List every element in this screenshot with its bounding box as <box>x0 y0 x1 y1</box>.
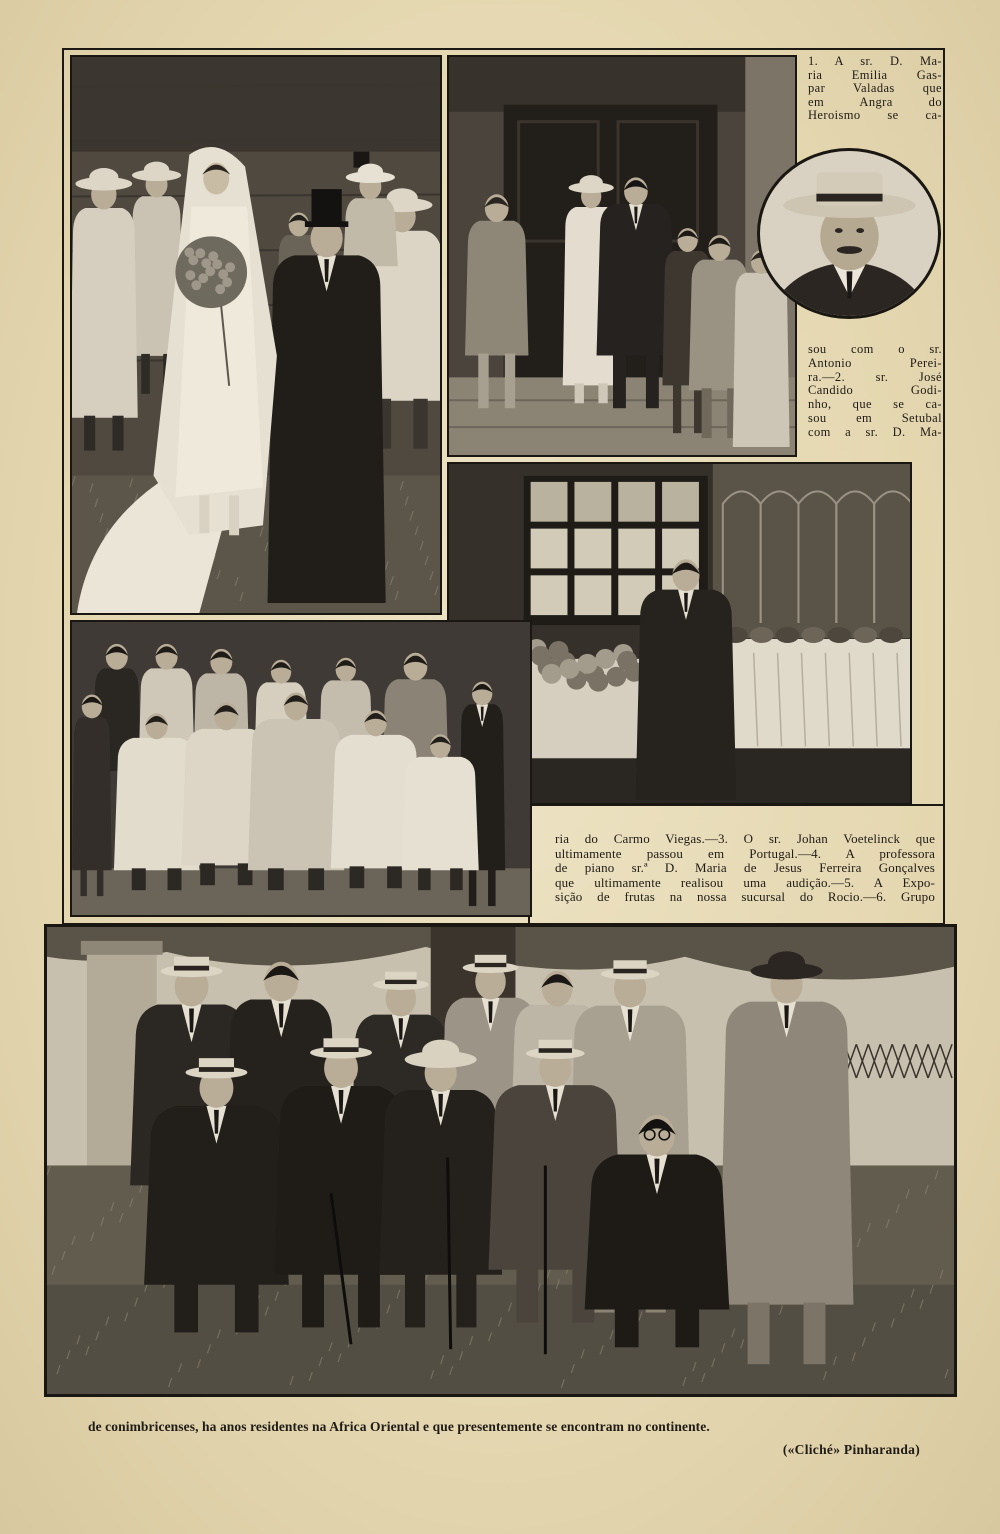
caption-line: Heroismo se ca- <box>808 108 942 123</box>
girl-front-3 <box>248 693 344 891</box>
window-pane <box>531 482 568 522</box>
caption-line: ria do Carmo Viegas.—3. O sr. Johan Voetelinck que <box>555 831 935 846</box>
fruit-basket <box>801 627 825 643</box>
man-johan-voetelinck-body <box>636 590 737 800</box>
girl-second-wide-hat <box>144 162 169 178</box>
girl-left-leg-left <box>84 416 95 451</box>
girl-left-wide-hat <box>89 168 118 187</box>
fruit-basket <box>879 627 903 643</box>
bouquet-flower <box>195 248 205 258</box>
man-back-1-tie <box>189 1008 194 1032</box>
woman-right-leg-right <box>413 399 427 449</box>
caption-line: de piano sr.ª D. Maria de Jesus Ferreira Gonçalves <box>555 860 935 876</box>
man-back-2-tie <box>279 1004 284 1028</box>
girl-front-5-leg-left <box>418 868 431 890</box>
caption-line: ra.—2. sr. José <box>808 369 942 384</box>
child-2-leg-left <box>702 388 712 438</box>
groom-tie <box>324 259 329 282</box>
caption-line: Candido Godi- <box>808 383 942 398</box>
man-seated-4-leg-left <box>516 1268 538 1323</box>
man-seated-3-leg-right <box>456 1273 476 1328</box>
caption-line: sição de frutas na nossa sucursal do Rocio.—6. Grupo <box>555 889 935 905</box>
man-seated-1-hat-band <box>199 1067 234 1072</box>
man-back-3-tie <box>399 1018 403 1039</box>
groom-tie <box>634 207 637 224</box>
portrait-eye <box>835 228 843 233</box>
girl-left-body <box>72 208 138 418</box>
caption-line: que ultimamente realisou uma audição.—5. A Expo- <box>555 874 935 890</box>
photo-6-group-conimbricenses <box>44 924 957 1397</box>
man-back-3-hat-band <box>385 980 417 984</box>
caption-line: Antonio Perei- <box>808 355 942 370</box>
man-seated-3-tie <box>438 1094 443 1117</box>
man-johan-voetelinck-tie <box>684 593 688 612</box>
girl-front-5-leg-right <box>450 868 463 890</box>
groom-body <box>268 255 386 603</box>
man-seated-3-leg-left <box>405 1273 425 1328</box>
man-back-1-hat-band <box>174 966 209 971</box>
boy-left-leg-right <box>505 354 515 409</box>
window-pane <box>574 529 611 569</box>
fruit <box>560 659 580 679</box>
photo-1-wedding-angra <box>70 55 442 615</box>
arcade-wall <box>713 464 910 638</box>
caption-line: sou em Setubal <box>808 410 942 425</box>
man-back-6-tie <box>628 1009 633 1032</box>
photo-3-portrait-oval <box>757 148 941 319</box>
man-seated-1-tie <box>214 1110 219 1134</box>
photo-2-wedding-setubal <box>447 55 797 457</box>
wall-upper <box>449 57 795 112</box>
boy-standing-left <box>72 695 111 897</box>
man-seated-5-leg-left <box>615 1308 639 1348</box>
window-pane <box>662 482 699 522</box>
bride-leg-right <box>229 495 239 535</box>
boy-standing-right-tie <box>481 707 484 721</box>
girl-front-3-body <box>248 719 344 870</box>
girl-front-4-leg-left <box>350 866 365 888</box>
photo-2-image <box>449 57 795 455</box>
portrait-tie <box>847 271 853 298</box>
boy-standing-left-leg-left <box>80 868 86 896</box>
child-1-leg-right <box>694 383 702 433</box>
caption-line: 1. A sr. D. Ma- <box>808 54 942 68</box>
fruit <box>617 651 637 671</box>
boy-standing-right-leg-right <box>488 868 496 906</box>
girl-front-2-leg-left <box>200 863 215 885</box>
man-seated-2-hat-band <box>323 1047 358 1052</box>
window-pane <box>618 529 655 569</box>
bouquet-flower <box>222 277 232 287</box>
bride-leg-left <box>199 495 209 533</box>
photo-4-piano-recital-group <box>70 620 532 917</box>
bouquet-flower <box>212 259 222 269</box>
boy-standing-left-body <box>72 717 111 870</box>
wall-upper-shadow <box>72 57 440 152</box>
man-back-4-hat-band <box>475 963 507 967</box>
fruit <box>542 664 562 684</box>
portrait-eye <box>856 228 864 233</box>
fruit <box>588 672 608 692</box>
child-1-leg-left <box>673 383 681 433</box>
caption-column-side <box>808 343 942 440</box>
girl-front-1-leg-left <box>132 868 146 890</box>
fruit-basket <box>853 627 877 643</box>
boy-left-leg-left <box>478 354 488 409</box>
girl-left-leg-right <box>112 416 123 451</box>
caption-line: nho, que se ca- <box>808 397 942 412</box>
man-back-4-tie <box>488 1001 492 1022</box>
fruit-basket <box>827 627 851 643</box>
child-3-body <box>733 273 790 447</box>
man-seated-2-leg-right <box>358 1273 380 1328</box>
fruit <box>577 654 597 674</box>
fruit <box>549 641 569 661</box>
window-pane <box>531 575 568 615</box>
caption-line: com a sr. D. Ma- <box>808 424 942 439</box>
groom-leg-right <box>646 354 659 409</box>
window-pane <box>574 482 611 522</box>
caption-line: em Angra do <box>808 94 942 109</box>
man-seated-5-leg-right <box>675 1308 699 1348</box>
boy-left-body <box>465 221 528 356</box>
groom-leg-left <box>613 354 626 409</box>
girl-second-leg-left <box>141 354 150 394</box>
groom-top-hat <box>311 189 341 223</box>
caption-column-top <box>808 55 942 123</box>
man-seated-2-leg-left <box>302 1273 324 1328</box>
portrait-mustache <box>837 246 862 254</box>
man-standing-right-body <box>720 1002 854 1305</box>
window-pane <box>618 482 655 522</box>
man-seated-4-tie <box>553 1089 558 1112</box>
man-standing-right <box>720 951 854 1364</box>
bride-leg-right <box>598 383 607 403</box>
bride-leg-left <box>575 383 584 403</box>
man-seated-1-leg-left <box>174 1283 198 1333</box>
window-pane <box>574 575 611 615</box>
man-seated-4-hat-band <box>539 1048 572 1053</box>
photo-6-image <box>47 927 954 1394</box>
man-back-6-hat-band <box>613 969 646 974</box>
man-standing-right-leg-right <box>804 1303 826 1365</box>
fruit <box>595 649 615 669</box>
man-standing-right-wide-hat <box>768 951 805 974</box>
bouquet-flower <box>185 270 195 280</box>
girl-front-1-leg-right <box>168 868 182 890</box>
man-seated-2-tie <box>339 1090 344 1114</box>
woman-back-right <box>343 164 398 267</box>
girl-front-3-leg-left <box>268 868 284 890</box>
fruit-basket <box>750 627 774 643</box>
photo-4-image <box>72 622 530 915</box>
man-standing-right-tie <box>784 1005 789 1028</box>
man-seated-3-wide-hat <box>422 1040 459 1063</box>
caption-line: sou com o sr. <box>808 342 942 356</box>
boy-standing-right-leg-left <box>469 868 477 906</box>
portrait-hat-band <box>816 194 882 202</box>
caption-bottom: de conimbricenses, ha anos residentes na Africa Oriental e que presentemente se encontram no continente. <box>88 1419 710 1434</box>
man-johan-voetelinck <box>636 559 737 800</box>
photo-credit: («Cliché» Pinharanda) <box>782 1442 920 1457</box>
caption-block-middle <box>555 832 935 905</box>
woman-back-right-wide-hat <box>358 164 383 180</box>
man-standing-right-leg-left <box>748 1303 770 1365</box>
photo-1-image <box>72 57 440 613</box>
girl-front-5-body <box>402 757 479 870</box>
window-pane <box>531 529 568 569</box>
boy-standing-left-leg-right <box>97 868 103 896</box>
girl-front-4-leg-right <box>387 866 402 888</box>
man-seated-5-tie <box>654 1159 659 1184</box>
bride-wide-hat <box>579 175 602 190</box>
caption-line: ria Emilia Gas- <box>808 67 942 82</box>
caption-line: ultimamente passou em Portugal.—4. A professora <box>555 845 935 861</box>
photo-3-image <box>760 151 938 316</box>
caption-line: par Valadas que <box>808 81 942 96</box>
girl-front-3-leg-right <box>308 868 324 890</box>
pillar-cap <box>81 941 163 955</box>
fruit-basket <box>776 627 800 643</box>
bouquet-flower <box>225 262 235 272</box>
man-seated-1-leg-right <box>235 1283 259 1333</box>
fruit <box>531 646 551 666</box>
